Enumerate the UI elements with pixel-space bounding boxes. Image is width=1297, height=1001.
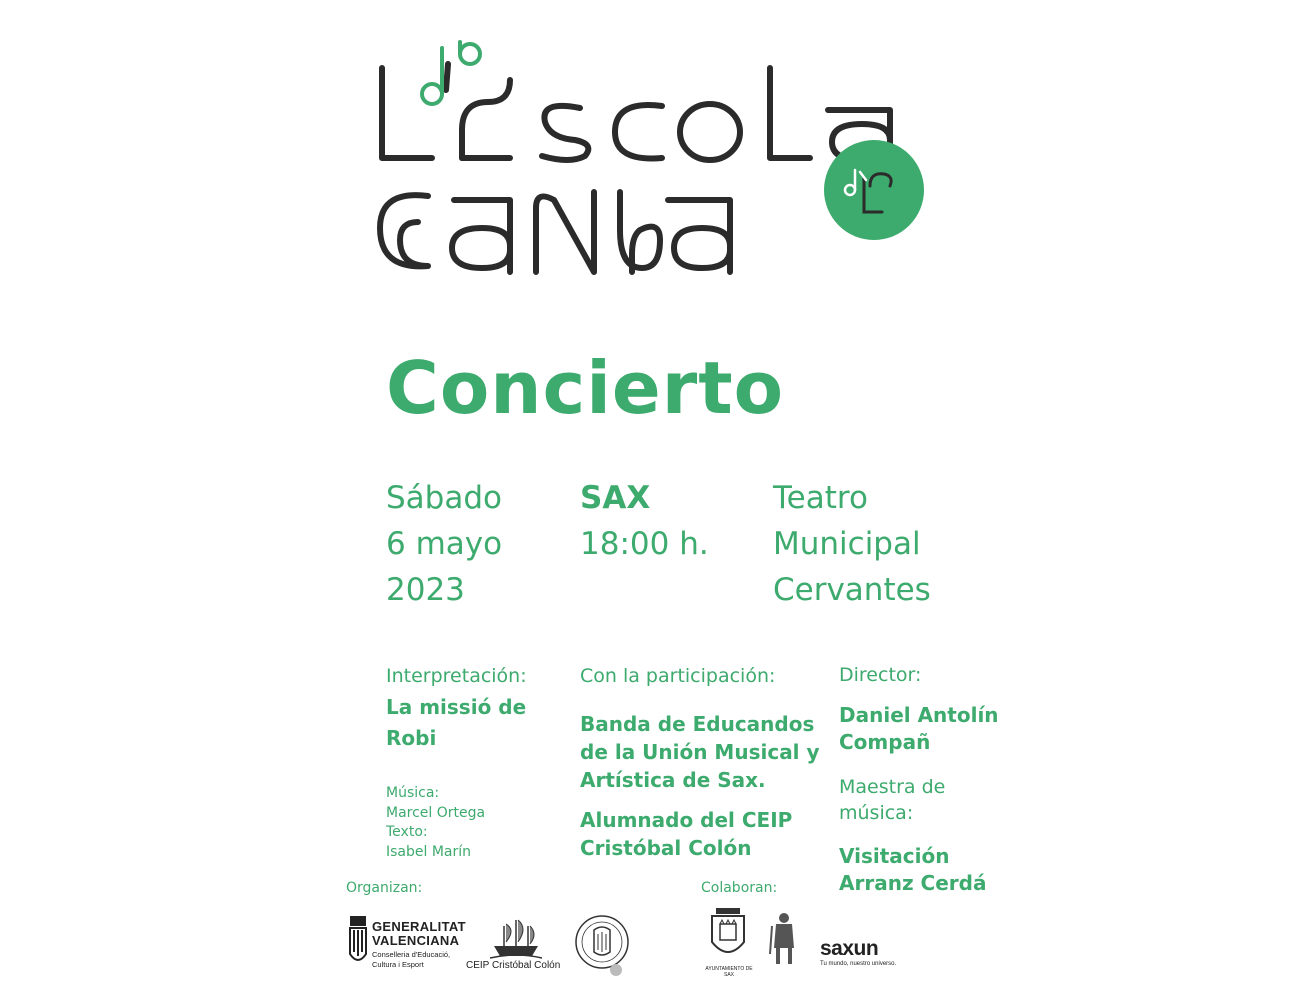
event-date	[386, 475, 502, 613]
teacher-name-line-1: Visitación	[839, 844, 950, 868]
participant-band-line-1: Banda de Educandos	[580, 712, 815, 736]
saxun-tagline: Tu mundo, nuestro universo.	[820, 961, 897, 967]
knight-statue-icon	[768, 910, 800, 966]
event-town: SAX	[580, 480, 651, 516]
gva-line-2: VALENCIANA	[372, 933, 460, 948]
ceip-name: CEIP Cristóbal Colón	[466, 960, 561, 971]
date-day: 6 mayo	[386, 526, 503, 562]
participant-students-line-2: Cristóbal Colón	[580, 836, 752, 860]
ayuntamiento-logo	[704, 906, 754, 980]
teacher-name-line-2: Arranz Cerdá	[839, 871, 987, 895]
director-name-line-2: Compañ	[839, 730, 931, 754]
participation-label: Con la participación:	[580, 665, 776, 687]
music-union-seal-icon	[574, 912, 630, 978]
venue-line-1: Teatro	[773, 480, 868, 516]
work-credits	[386, 784, 485, 862]
saxun-wordmark: saxun	[820, 937, 879, 960]
date-year: 2023	[386, 572, 465, 608]
director-label: Director:	[839, 664, 922, 686]
escola-canta-logo	[370, 40, 950, 290]
teacher-name	[839, 843, 986, 897]
gva-sub-2: Cultura i Esport	[372, 960, 424, 969]
participant-band-line-2: de la Unión Musical y	[580, 740, 820, 764]
author: Isabel Marín	[386, 843, 472, 860]
venue-line-3: Cervantes	[773, 572, 931, 608]
organizers-label: Organizan:	[346, 880, 423, 896]
ayuntamiento-name: AYUNTAMIENTO DE SAX	[705, 966, 753, 978]
ceip-logo	[462, 916, 572, 976]
director-name	[839, 702, 999, 756]
director-name-line-1: Daniel Antolín	[839, 703, 999, 727]
gva-line-1: GENERALITAT	[372, 919, 466, 934]
date-weekday: Sábado	[386, 480, 502, 516]
participant-students-line-1: Alumnado del CEIP	[580, 808, 793, 832]
work-title-line-1: La missió de	[386, 695, 527, 719]
ship-icon	[486, 916, 546, 960]
work-title	[386, 692, 526, 754]
town-crest-icon	[708, 906, 748, 964]
teacher-label	[839, 774, 945, 826]
gva-logo	[346, 912, 466, 982]
participant-band-line-3: Artística de Sax.	[580, 768, 766, 792]
gva-crest-icon	[346, 912, 370, 968]
music-label: Música:	[386, 785, 440, 801]
saxun-logo	[820, 938, 896, 968]
interpretation-label: Interpretación:	[386, 665, 527, 687]
page-title: Concierto	[386, 346, 785, 430]
venue-line-2: Municipal	[773, 526, 921, 562]
gva-sub-1: Conselleria d'Educació,	[372, 950, 451, 959]
event-time: 18:00 h.	[580, 526, 709, 562]
text-label: Texto:	[386, 824, 428, 840]
collaborators-label: Colaboran:	[701, 880, 778, 896]
event-town-time	[580, 475, 709, 567]
work-title-line-2: Robi	[386, 726, 437, 750]
participant-band	[580, 710, 820, 794]
participant-students	[580, 806, 792, 862]
teacher-label-line-1: Maestra de	[839, 776, 946, 798]
teacher-label-line-2: música:	[839, 802, 914, 824]
composer: Marcel Ortega	[386, 804, 486, 821]
event-venue	[773, 475, 931, 613]
